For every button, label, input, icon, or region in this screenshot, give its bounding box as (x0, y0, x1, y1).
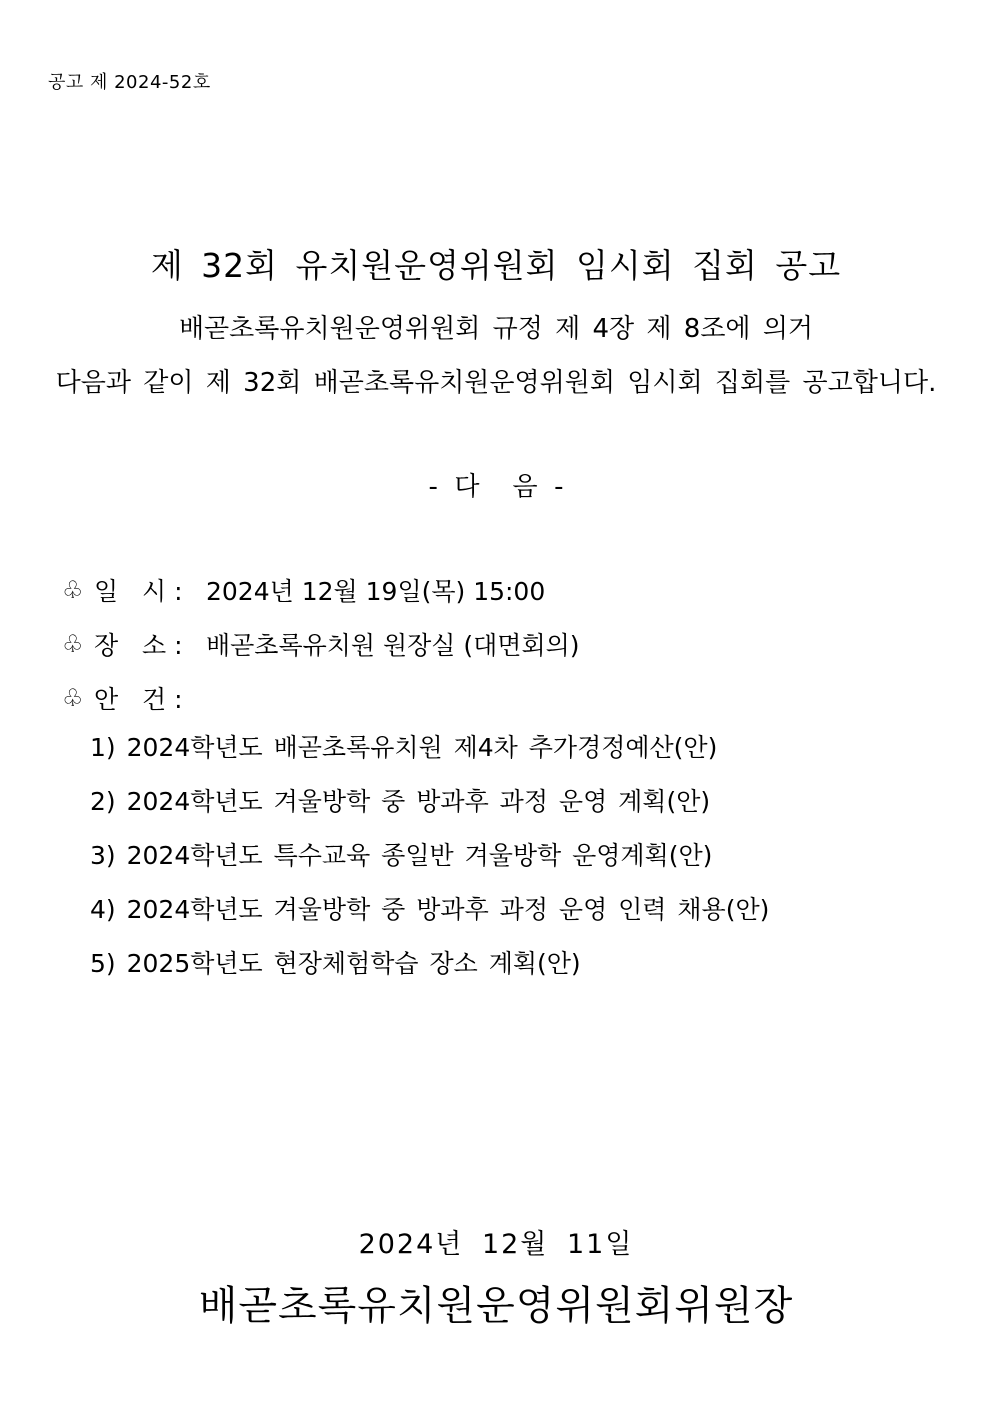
place-label: 장 소 : (94, 631, 183, 660)
signer: 배곧초록유치원운영위원회위원장 (198, 1283, 794, 1329)
agenda-list (90, 733, 769, 1003)
intro-line-2: 다음과 같이 제 32회 배곧초록유치원운영위원회 임시회 집회를 공고합니다. (55, 368, 937, 398)
page-title: 제 32회 유치원운영위원회 임시회 집회 공고 (150, 246, 842, 285)
notice-number: 공고 제 2024-52호 (48, 72, 211, 93)
club-icon: ♧ (62, 630, 84, 658)
agenda-item: 1) 2024학년도 배곧초록유치원 제4차 추가경정예산(안) (90, 733, 718, 762)
place-value: 배곧초록유치원 원장실 (대면회의) (206, 631, 580, 660)
date-row (62, 572, 545, 608)
date-value: 2024년 12월 19일(목) 15:00 (206, 577, 546, 606)
agenda-item: 5) 2025학년도 현장체험학습 장소 계획(안) (90, 949, 581, 978)
date-label: 일 시 : (94, 577, 183, 606)
place-row (62, 626, 580, 662)
agenda-item: 3) 2024학년도 특수교육 종일반 겨울방학 운영계획(안) (90, 841, 713, 870)
intro-line-1: 배곧초록유치원운영위원회 규정 제 4장 제 8조에 의거 (178, 314, 814, 344)
daeum-heading: - 다 음 - (428, 472, 564, 502)
sign-date: 2024년 12월 11일 (358, 1229, 634, 1260)
agenda-item: 4) 2024학년도 겨울방학 중 방과후 과정 운영 인력 채용(안) (90, 895, 770, 924)
agenda-item: 2) 2024학년도 겨울방학 중 방과후 과정 운영 계획(안) (90, 787, 711, 816)
club-icon: ♧ (62, 576, 84, 604)
agenda-label: 안 건 : (94, 685, 183, 714)
club-icon: ♧ (62, 684, 84, 712)
agenda-row (62, 680, 206, 716)
